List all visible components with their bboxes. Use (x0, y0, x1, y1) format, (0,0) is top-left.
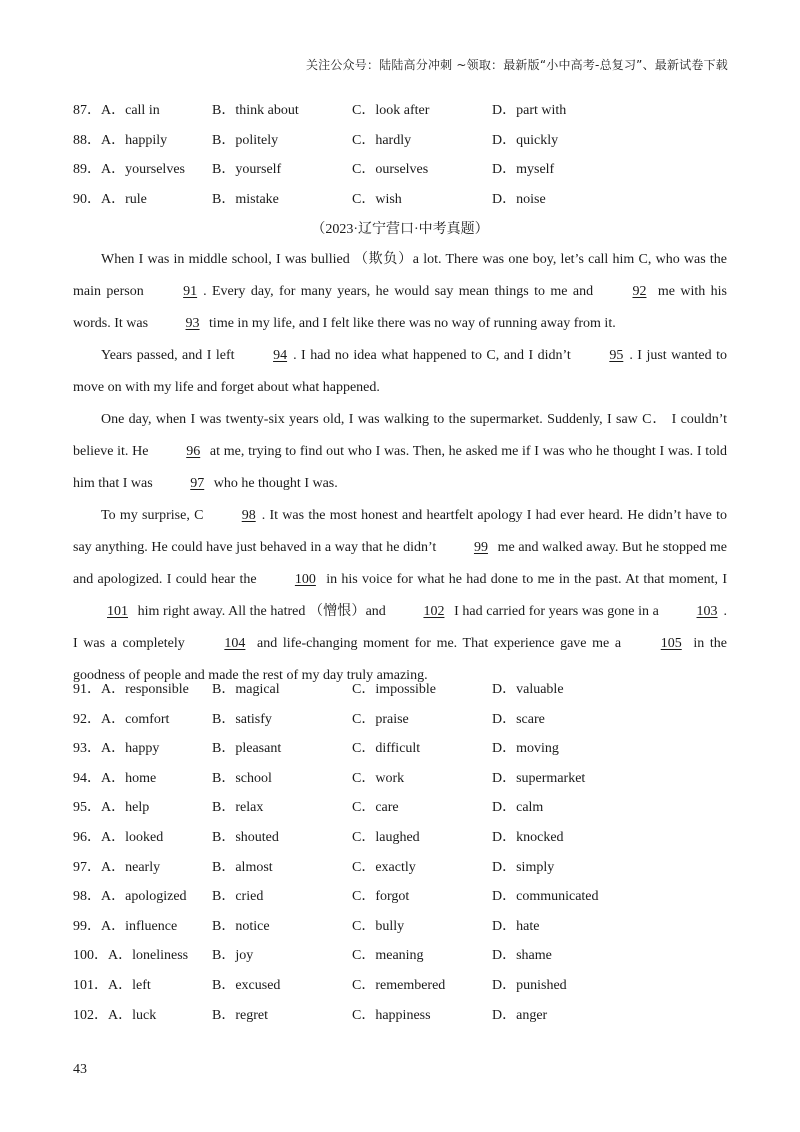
option-b: B．school (212, 770, 272, 786)
option-c: C．look after (352, 103, 430, 118)
passage-text: Years passed, and I left (101, 348, 240, 363)
answer-blank: 95 (609, 348, 624, 363)
answer-blank: 96 (186, 444, 201, 459)
option-b: B．cried (212, 889, 264, 905)
option-a: 93．A．happy (73, 741, 160, 757)
paragraph-2 (73, 340, 727, 404)
option-c: C．forgot (352, 889, 410, 905)
option-d: D．hate (492, 918, 540, 934)
option-a: 87．A．call in (73, 103, 160, 118)
option-c: C．praise (352, 711, 409, 727)
option-d: D．knocked (492, 830, 564, 845)
passage-text: I had carried for years was gone in a (450, 604, 663, 619)
passage-text: him right away. All the hatred （憎恨）and (134, 604, 390, 619)
page-number: 43 (73, 1062, 87, 1077)
option-d: D．valuable (492, 682, 564, 697)
option-a: 89．A．yourselves (73, 162, 185, 178)
option-b: B．relax (212, 800, 264, 816)
passage-text: When I was in middle school, I was bullied （欺负）a lot. There was one boy, let’s call him C, who was the main person (73, 252, 727, 299)
passage-text: To my surprise, C (101, 508, 208, 523)
passage-text: at me, trying to find out who I was. Then, he asked me if I was who he thought I was. I told him that I was (73, 444, 727, 491)
option-b: B．regret (212, 1007, 268, 1023)
passage-text: . I was a completely (73, 604, 728, 651)
option-a: 94．A．home (73, 770, 157, 786)
answer-blank: 102 (423, 604, 445, 619)
passage-text: . It was the most honest and heartfelt apology I had ever heard. He didn’t have to say anything. He could have just behaved in a way that he didn’t (73, 508, 727, 555)
answer-blank: 105 (660, 636, 682, 651)
option-a: 92．A．comfort (73, 711, 170, 727)
option-d: D．punished (492, 978, 567, 993)
option-a: 90．A．rule (73, 191, 147, 207)
option-c: C．care (352, 800, 399, 816)
option-a: 101．A．left (73, 978, 151, 993)
answer-blank: 94 (273, 348, 288, 363)
paragraph-3 (73, 404, 727, 500)
option-d: D．communicated (492, 889, 599, 905)
option-b: B．mistake (212, 191, 279, 207)
answer-blank: 99 (473, 540, 488, 555)
option-b: B．joy (212, 948, 254, 964)
option-d: D．supermarket (492, 770, 586, 786)
answer-blank: 103 (696, 604, 718, 619)
option-a: 91．A．responsible (73, 682, 189, 697)
passage-text: and life-changing moment for me. That experience gave me a (251, 636, 627, 651)
option-d: D．noise (492, 191, 546, 207)
answer-blank: 93 (185, 316, 200, 331)
option-c: C．bully (352, 918, 405, 934)
answer-blank: 98 (241, 508, 256, 523)
option-b: B．magical (212, 682, 280, 697)
option-c: C．wish (352, 191, 402, 207)
option-c: C．meaning (352, 948, 424, 964)
passage (73, 244, 727, 692)
answer-blank: 92 (632, 284, 647, 299)
answer-blank: 97 (190, 476, 205, 491)
answer-blank: 100 (294, 572, 316, 587)
option-d: D．quickly (492, 132, 559, 148)
option-a: 102．A．luck (73, 1007, 157, 1023)
option-c: C．impossible (352, 682, 437, 697)
passage-text: . I had no idea what happened to C, and I didn’t (293, 348, 576, 363)
option-b: B．excused (212, 978, 281, 993)
passage-text: in his voice for what he had done to me in the past. At that moment, I (321, 572, 728, 587)
option-c: C．remembered (352, 978, 446, 993)
option-d: D．simply (492, 859, 555, 875)
option-b: B．politely (212, 132, 279, 148)
option-b: B．shouted (212, 830, 279, 845)
option-c: C．hardly (352, 132, 412, 148)
passage-text: . Every day, for many years, he would say mean things to me and (203, 284, 599, 299)
option-d: D．shame (492, 948, 552, 964)
option-d: D．myself (492, 162, 555, 178)
passage-source: （2023·辽宁营口·中考真题） (311, 222, 489, 237)
option-b: B．satisfy (212, 711, 272, 727)
answer-blank: 101 (107, 604, 128, 619)
option-a: 99．A．influence (73, 918, 178, 934)
option-a: 95．A．help (73, 800, 150, 816)
option-d: D．part with (492, 103, 567, 118)
passage-text: . I just wanted to move on with my life and forget about what happened. (73, 348, 727, 395)
answer-blank: 104 (224, 636, 246, 651)
passage-text: who he thought I was. (210, 476, 338, 491)
option-c: C．difficult (352, 741, 421, 757)
passage-text: in the goodness of people and made the rest of my day truly amazing. (73, 636, 727, 683)
option-a: 100．A．loneliness (73, 948, 189, 964)
option-a: 96．A．looked (73, 830, 164, 845)
option-a: 97．A．nearly (73, 859, 161, 875)
passage-text: me with his words. It was (73, 284, 727, 331)
option-c: C．ourselves (352, 162, 429, 178)
option-c: C．happiness (352, 1007, 431, 1023)
option-a: 98．A．apologized (73, 889, 187, 905)
option-a: 88．A．happily (73, 132, 168, 148)
answer-blank: 91 (183, 284, 198, 299)
option-b: B．notice (212, 918, 270, 934)
option-b: B．pleasant (212, 741, 282, 757)
option-d: D．calm (492, 800, 544, 816)
option-b: B．think about (212, 103, 299, 118)
passage-text: time in my life, and I felt like there was no way of running away from it. (205, 316, 616, 331)
passage-text: One day, when I was twenty-six years old, I was walking to the supermarket. Suddenly, I saw C． I couldn’t believe it. He (73, 412, 727, 459)
option-d: D．anger (492, 1007, 548, 1023)
paragraph-1 (73, 244, 727, 340)
option-c: C．laughed (352, 830, 420, 845)
option-b: B．almost (212, 859, 273, 875)
paragraph-4 (73, 500, 727, 692)
option-c: C．work (352, 770, 405, 786)
page-header: 关注公众号：陆陆高分冲刺 ~领取：最新版“小中高考-总复习”、最新试卷下载 (305, 58, 728, 72)
option-b: B．yourself (212, 162, 282, 178)
option-d: D．scare (492, 711, 545, 727)
option-c: C．exactly (352, 859, 416, 875)
option-d: D．moving (492, 741, 559, 757)
passage-text: me and walked away. But he stopped me and apologized. I could hear the (73, 540, 727, 587)
